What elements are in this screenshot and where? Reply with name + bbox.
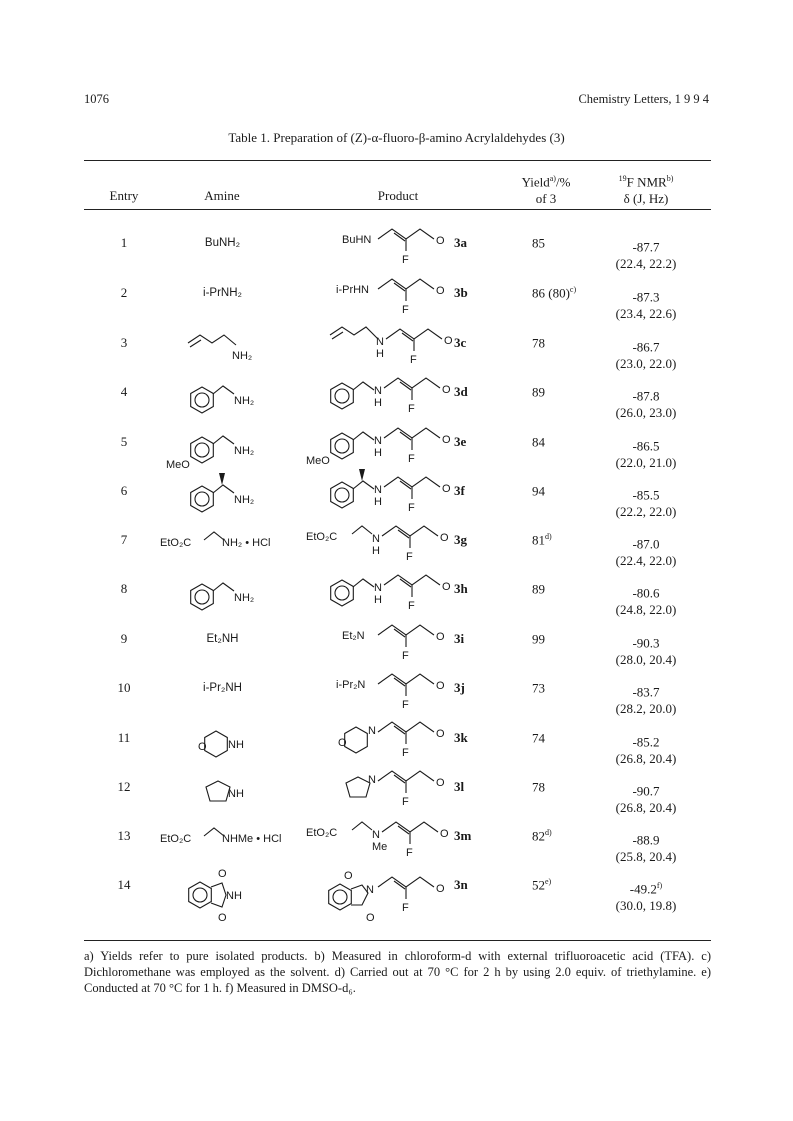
- nmr-delta: -88.9: [632, 832, 660, 848]
- svg-text:O: O: [218, 912, 227, 924]
- nmr-value: [596, 779, 696, 816]
- nmr-value: [596, 828, 696, 865]
- product-structure: [300, 863, 460, 927]
- amine-name: BuNH₂: [204, 237, 241, 249]
- amine-name: i-Pr₂NH: [203, 682, 242, 694]
- entry-number: 2: [120, 285, 128, 300]
- nmr-delta: -90.7: [632, 783, 660, 799]
- yield-value: [510, 581, 602, 597]
- col-nmr-delta: δ (J, Hz): [623, 191, 669, 207]
- svg-text:N: N: [374, 484, 382, 496]
- nmr-coupling: (23.4, 22.6): [615, 306, 677, 322]
- amine-group-text: BuHN: [342, 234, 372, 246]
- col-nmr-sup: 19: [618, 174, 627, 183]
- svg-text:N: N: [368, 774, 376, 786]
- amine-name: Et₂NH: [206, 633, 239, 645]
- yield-value: [510, 631, 602, 647]
- table-bottom-rule: [84, 940, 711, 941]
- entry-number: 12: [117, 779, 131, 794]
- yield-value: [510, 434, 602, 450]
- yield-number: 73: [532, 680, 545, 696]
- entry-number: 7: [120, 532, 128, 547]
- footnotes: a) Yields refer to pure isolated products. b) Measured in chloroform-d with external trifluoroacetic acid (TFA). c) Dichloromethane was employed as the solvent. d) Carried out at 70 °C for 2 h by using 2.0 equiv. of triethylamine. e) Conducted at 70 °C for 1 h. f) Measured in DMSO-d₆.: [84, 949, 711, 995]
- compound-id: 3i: [454, 631, 465, 646]
- nmr-coupling: (22.2, 22.0): [615, 504, 677, 520]
- nmr-value: [596, 581, 696, 618]
- col-yield-unit: /%: [555, 174, 571, 190]
- nmr-coupling: (30.0, 19.8): [615, 898, 677, 914]
- fluorine-atom: F: [402, 254, 409, 266]
- compound-id: 3f: [454, 483, 465, 498]
- svg-text:O: O: [338, 737, 347, 749]
- yield-number: 78: [532, 335, 545, 351]
- nmr-value: [596, 483, 696, 520]
- svg-text:H: H: [374, 594, 382, 606]
- col-nmr-sup2: b): [666, 174, 674, 183]
- entry-number: 3: [120, 335, 128, 350]
- yield-number: 82: [532, 828, 545, 844]
- aldehyde-oxygen: O: [436, 285, 445, 297]
- nmr-value: [596, 877, 696, 914]
- svg-text:H: H: [374, 397, 382, 409]
- svg-text:NH₂ • HCl: NH₂ • HCl: [222, 537, 271, 549]
- nmr-value: [596, 235, 696, 272]
- aldehyde-oxygen: O: [442, 384, 451, 396]
- nmr-value: [596, 335, 696, 372]
- compound-id: 3g: [454, 532, 467, 547]
- table-row: [0, 868, 793, 927]
- entry-number: 6: [120, 483, 128, 498]
- compound-id: 3c: [454, 335, 467, 350]
- amine-group-text: i-PrHN: [336, 284, 369, 296]
- yield-number: 99: [532, 631, 545, 647]
- aldehyde-oxygen: O: [436, 680, 445, 692]
- yield-value: [510, 532, 602, 548]
- nmr-delta: -87.0: [632, 536, 660, 552]
- yield-value: [510, 335, 602, 351]
- svg-text:H: H: [374, 447, 382, 459]
- svg-text:NH: NH: [228, 788, 244, 800]
- svg-text:N: N: [374, 582, 382, 594]
- aldehyde-oxygen: O: [442, 581, 451, 593]
- svg-text:N: N: [372, 533, 380, 545]
- svg-text:NH₂: NH₂: [234, 445, 255, 457]
- yield-number: 94: [532, 483, 545, 499]
- fluorine-atom: F: [402, 650, 409, 662]
- svg-text:H: H: [376, 348, 384, 360]
- table-top-rule: [84, 160, 711, 161]
- nmr-coupling: (28.0, 20.4): [615, 652, 677, 668]
- svg-text:H: H: [374, 496, 382, 508]
- nmr-coupling: (26.8, 20.4): [615, 800, 677, 816]
- nmr-coupling: (22.0, 21.0): [615, 455, 677, 471]
- yield-number: 78: [532, 779, 545, 795]
- yield-value: [510, 877, 602, 893]
- svg-text:NHMe • HCl: NHMe • HCl: [222, 833, 282, 845]
- fluorine-atom: F: [402, 902, 409, 914]
- svg-text:N: N: [372, 829, 380, 841]
- nmr-delta: -86.5: [632, 438, 660, 454]
- svg-text:N: N: [374, 435, 382, 447]
- fluorine-atom: F: [408, 453, 415, 465]
- col-yield: [506, 170, 586, 207]
- compound-id: 3n: [454, 877, 468, 892]
- nmr-coupling: (22.4, 22.2): [615, 256, 677, 272]
- col-entry: Entry: [109, 188, 139, 203]
- nmr-delta: -87.3: [632, 289, 660, 305]
- entry-number: 14: [117, 877, 131, 892]
- nmr-coupling: (25.8, 20.4): [615, 849, 677, 865]
- nmr-coupling: (26.8, 20.4): [615, 751, 677, 767]
- svg-text:NH₂: NH₂: [234, 494, 255, 506]
- svg-text:O: O: [344, 870, 353, 882]
- nmr-delta: -85.2: [632, 734, 660, 750]
- page-number: 1076: [84, 92, 109, 106]
- svg-text:N: N: [366, 884, 374, 896]
- nmr-coupling: (28.2, 20.0): [615, 701, 677, 717]
- aldehyde-oxygen: O: [436, 235, 445, 247]
- yield-value: [510, 730, 602, 746]
- col-nmr-label: F NMR: [626, 174, 667, 190]
- nmr-coupling: (23.0, 22.0): [615, 356, 677, 372]
- nmr-value: [596, 532, 696, 569]
- fluorine-atom: F: [408, 600, 415, 612]
- fluorine-atom: F: [402, 699, 409, 711]
- entry-number: 8: [120, 581, 128, 596]
- nmr-coupling: (26.0, 23.0): [615, 405, 677, 421]
- svg-text:EtO₂C: EtO₂C: [160, 833, 192, 845]
- svg-text:O: O: [218, 868, 227, 880]
- nmr-value: [596, 434, 696, 471]
- yield-value: [510, 235, 602, 251]
- aldehyde-oxygen: O: [436, 728, 445, 740]
- entry-number: 10: [117, 680, 131, 695]
- nmr-delta: -87.7: [632, 239, 660, 255]
- compound-id: 3j: [454, 680, 465, 695]
- nmr-delta: -90.3: [632, 635, 660, 651]
- nmr-value: [596, 631, 696, 668]
- amine-group-text: Et₂N: [342, 630, 365, 642]
- entry-number: 9: [120, 631, 128, 646]
- yield-number: 81: [532, 532, 545, 548]
- entry-number: 4: [120, 384, 128, 399]
- compound-id: 3e: [454, 434, 467, 449]
- fluorine-atom: F: [406, 847, 413, 859]
- yield-value: [510, 779, 602, 795]
- col-nmr: [596, 170, 696, 207]
- yield-value: [510, 384, 602, 400]
- svg-text:Me: Me: [372, 841, 388, 853]
- yield-footnote: d): [545, 828, 552, 837]
- fluorine-atom: F: [402, 747, 409, 759]
- col-yield-label: Yield: [521, 174, 550, 190]
- yield-value: [510, 483, 602, 499]
- svg-text:N: N: [376, 336, 384, 348]
- yield-footnote: c): [569, 285, 577, 294]
- compound-id: 3m: [454, 828, 472, 843]
- svg-text:NH₂: NH₂: [234, 395, 255, 407]
- svg-text:MeO: MeO: [306, 455, 330, 467]
- fluorine-atom: F: [402, 796, 409, 808]
- aldehyde-oxygen: O: [436, 631, 445, 643]
- yield-value: [510, 828, 602, 844]
- entry-number: 1: [120, 235, 128, 250]
- nmr-value: [596, 730, 696, 767]
- yield-number: 52: [532, 877, 545, 893]
- svg-text:EtO₂C: EtO₂C: [306, 827, 338, 839]
- nmr-delta: -49.2: [629, 881, 657, 897]
- svg-text:N: N: [374, 385, 382, 397]
- yield-footnote: d): [545, 532, 552, 541]
- amine-structure: [160, 571, 290, 631]
- yield-number: 89: [532, 581, 545, 597]
- yield-footnote: e): [545, 877, 552, 886]
- amine-name: i-PrNH₂: [203, 287, 242, 299]
- entry-number: 5: [120, 434, 128, 449]
- nmr-delta: -80.6: [632, 585, 660, 601]
- aldehyde-oxygen: O: [440, 532, 449, 544]
- nmr-value: [596, 285, 696, 322]
- compound-id: 3d: [454, 384, 468, 399]
- yield-number: 89: [532, 384, 545, 400]
- nmr-coupling: (22.4, 22.0): [615, 553, 677, 569]
- entry-number: 13: [117, 828, 131, 843]
- nmr-value: [596, 680, 696, 717]
- yield-number: 86 (80): [532, 285, 570, 301]
- fluorine-atom: F: [408, 502, 415, 514]
- aldehyde-oxygen: O: [442, 483, 451, 495]
- nmr-coupling: (24.8, 22.0): [615, 602, 677, 618]
- svg-text:NH: NH: [228, 739, 244, 751]
- col-amine: Amine: [204, 188, 240, 203]
- amine-group-text: i-Pr₂N: [336, 679, 366, 691]
- svg-text:MeO: MeO: [166, 459, 190, 471]
- svg-text:NH₂: NH₂: [232, 350, 253, 362]
- svg-text:O: O: [366, 912, 375, 924]
- svg-text:O: O: [198, 741, 207, 753]
- nmr-value: [596, 384, 696, 421]
- svg-text:H: H: [372, 545, 380, 557]
- svg-text:EtO₂C: EtO₂C: [160, 537, 192, 549]
- svg-text:NH: NH: [226, 890, 242, 902]
- aldehyde-oxygen: O: [442, 434, 451, 446]
- col-yield-sup: a): [549, 174, 556, 183]
- entry-number: 11: [117, 730, 131, 745]
- nmr-delta: -83.7: [632, 684, 660, 700]
- aldehyde-oxygen: O: [436, 777, 445, 789]
- yield-number: 85: [532, 235, 545, 251]
- fluorine-atom: F: [406, 551, 413, 563]
- compound-id: 3b: [454, 285, 468, 300]
- yield-number: 74: [532, 730, 545, 746]
- fluorine-atom: F: [408, 403, 415, 415]
- journal-header: Chemistry Letters, 1 9 9 4: [578, 92, 709, 106]
- compound-id: 3k: [454, 730, 468, 745]
- yield-value: [510, 285, 602, 301]
- nmr-delta: -85.5: [632, 487, 660, 503]
- svg-text:N: N: [368, 725, 376, 737]
- compound-id: 3a: [454, 235, 467, 250]
- nmr-delta: -87.8: [632, 388, 660, 404]
- yield-number: 84: [532, 434, 545, 450]
- yield-value: [510, 680, 602, 696]
- compound-id: 3h: [454, 581, 468, 596]
- fluorine-atom: F: [410, 354, 417, 366]
- aldehyde-oxygen: O: [444, 335, 453, 347]
- table-caption: Table 1. Preparation of (Z)-α-fluoro-β-amino Acrylaldehydes (3): [228, 130, 565, 145]
- col-product: Product: [377, 188, 419, 203]
- nmr-delta: -86.7: [632, 339, 660, 355]
- amine-structure: [160, 867, 290, 927]
- col-yield-of3: of 3: [535, 191, 557, 207]
- table-header-rule: [84, 209, 711, 210]
- aldehyde-oxygen: O: [436, 883, 445, 895]
- nmr-footnote: f): [656, 881, 663, 890]
- fluorine-atom: F: [402, 304, 409, 316]
- svg-text:EtO₂C: EtO₂C: [306, 531, 338, 543]
- svg-text:NH₂: NH₂: [234, 592, 255, 604]
- compound-id: 3l: [454, 779, 465, 794]
- aldehyde-oxygen: O: [440, 828, 449, 840]
